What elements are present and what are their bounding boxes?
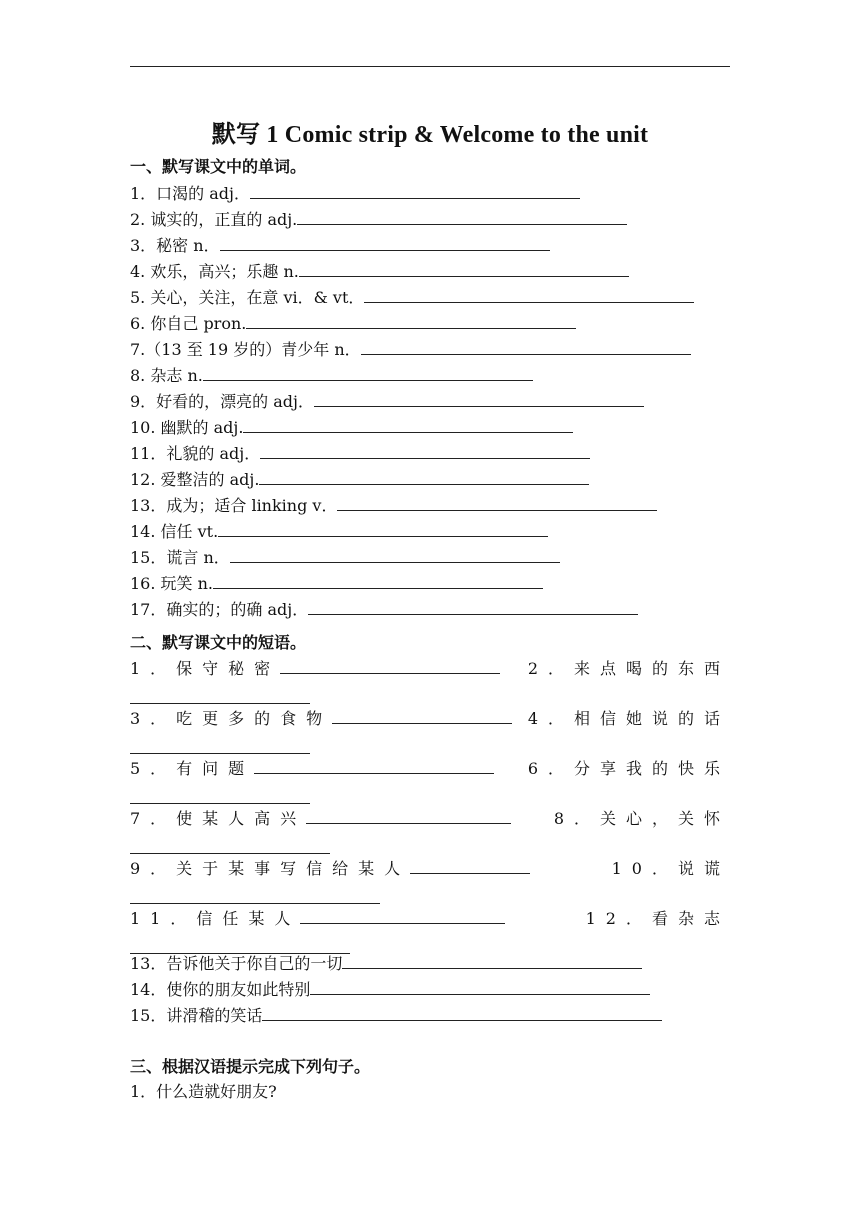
answer-blank[interactable]	[410, 859, 530, 874]
word-item-prompt: 17．确实的；的确 adj．	[130, 600, 309, 619]
answer-blank[interactable]	[260, 444, 590, 459]
phrase-prompt: 6．分享我的快乐	[527, 759, 730, 778]
phrase-prompt: 11．信任某人	[130, 909, 301, 928]
header-rule	[130, 66, 730, 67]
phrase-prompt: 13．告诉他关于你自己的一切	[130, 954, 343, 973]
section-1-heading: 一、默写课文中的单词。	[130, 157, 307, 176]
answer-blank[interactable]	[246, 314, 576, 329]
word-item	[130, 496, 657, 516]
word-item-prompt: 6. 你自己 pron.	[130, 314, 247, 333]
word-item-prompt: 12. 爱整洁的 adj.	[130, 470, 260, 489]
phrase-prompt: 1．保守秘密	[130, 659, 281, 678]
phrase-left-group	[130, 656, 500, 679]
phrase-pair	[130, 906, 730, 958]
word-item	[130, 392, 644, 412]
answer-blank[interactable]	[130, 839, 330, 854]
answer-blank[interactable]	[306, 809, 511, 824]
word-item	[130, 210, 627, 230]
word-item	[130, 444, 590, 464]
answer-blank[interactable]	[280, 659, 500, 674]
word-item	[130, 262, 629, 282]
word-item	[130, 184, 580, 204]
phrase-item	[130, 1006, 662, 1026]
phrase-prompt: 8．关心，关怀	[553, 809, 730, 828]
answer-blank[interactable]	[361, 340, 691, 355]
word-item	[130, 418, 573, 438]
phrase-prompt: 14．使你的朋友如此特别	[130, 980, 311, 999]
section-3-heading: 三、根据汉语提示完成下列句子。	[130, 1057, 371, 1076]
phrase-pair	[130, 806, 730, 858]
word-item-prompt: 15．谎言 n．	[130, 548, 230, 567]
phrase-left-group	[130, 756, 494, 779]
word-item-prompt: 16. 玩笑 n.	[130, 574, 214, 593]
word-item-prompt: 8. 杂志 n.	[130, 366, 203, 385]
answer-blank[interactable]	[130, 739, 310, 754]
word-item	[130, 470, 589, 490]
answer-blank[interactable]	[300, 909, 505, 924]
answer-blank[interactable]	[332, 709, 512, 724]
sentence-prompt: 1．什么造就好朋友?	[130, 1082, 277, 1101]
answer-blank[interactable]	[262, 1006, 662, 1021]
phrase-prompt: 12．看杂志	[585, 909, 730, 928]
phrase-row	[130, 656, 730, 679]
phrase-prompt: 9．关于某事写信给某人	[130, 859, 411, 878]
word-item	[130, 236, 550, 256]
answer-blank[interactable]	[130, 889, 380, 904]
answer-blank[interactable]	[213, 574, 543, 589]
answer-blank[interactable]	[203, 366, 533, 381]
answer-blank[interactable]	[308, 600, 638, 615]
word-item-prompt: 4. 欢乐，高兴；乐趣 n.	[130, 262, 299, 281]
word-item	[130, 548, 560, 568]
word-item	[130, 574, 543, 594]
word-item-prompt: 2. 诚实的，正直的 adj.	[130, 210, 298, 229]
word-item	[130, 522, 548, 542]
phrase-row	[130, 856, 730, 879]
phrase-item	[130, 980, 650, 1000]
phrase-row	[130, 706, 730, 729]
answer-blank[interactable]	[364, 288, 694, 303]
word-item-prompt: 7.（13 至 19 岁的）青少年 n．	[130, 340, 361, 359]
word-item	[130, 600, 638, 620]
phrase-prompt: 5．有问题	[130, 759, 255, 778]
section-2-heading: 二、默写课文中的短语。	[130, 633, 307, 652]
phrase-prompt: 15．讲滑稽的笑话	[130, 1006, 263, 1025]
sentence-item	[130, 1082, 277, 1102]
answer-blank[interactable]	[220, 236, 550, 251]
answer-blank[interactable]	[130, 689, 310, 704]
phrase-left-group	[130, 856, 530, 879]
answer-blank[interactable]	[243, 418, 573, 433]
answer-blank[interactable]	[250, 184, 580, 199]
answer-blank[interactable]	[218, 522, 548, 537]
word-item-prompt: 13．成为；适合 linking v．	[130, 496, 338, 515]
word-item-prompt: 3．秘密 n．	[130, 236, 220, 255]
answer-blank[interactable]	[130, 789, 310, 804]
word-item	[130, 288, 694, 308]
phrase-row	[130, 756, 730, 779]
answer-blank[interactable]	[230, 548, 560, 563]
phrase-row	[130, 906, 730, 929]
word-item-prompt: 14. 信任 vt.	[130, 522, 219, 541]
word-item-prompt: 1．口渴的 adj．	[130, 184, 251, 203]
phrase-prompt: 4．相信她说的话	[527, 709, 730, 728]
phrase-prompt: 2．来点喝的东西	[527, 659, 730, 678]
phrase-prompt: 7．使某人高兴	[130, 809, 307, 828]
answer-blank[interactable]	[337, 496, 657, 511]
answer-blank[interactable]	[254, 759, 494, 774]
phrase-left-group	[130, 906, 505, 929]
page-title: 默写 1 Comic strip & Welcome to the unit	[211, 122, 649, 148]
phrase-prompt: 3．吃更多的食物	[130, 709, 333, 728]
phrase-left-group	[130, 806, 511, 829]
phrase-prompt: 10．说谎	[611, 859, 730, 878]
answer-blank[interactable]	[314, 392, 644, 407]
answer-blank[interactable]	[342, 954, 642, 969]
word-item	[130, 314, 576, 334]
answer-blank[interactable]	[310, 980, 650, 995]
phrase-pair	[130, 656, 730, 708]
answer-blank[interactable]	[299, 262, 629, 277]
phrase-pair	[130, 856, 730, 908]
word-item-prompt: 10. 幽默的 adj.	[130, 418, 244, 437]
phrase-item	[130, 954, 642, 974]
word-item-prompt: 9．好看的，漂亮的 adj．	[130, 392, 315, 411]
word-item	[130, 366, 533, 386]
phrase-pair	[130, 706, 730, 758]
word-item-prompt: 11．礼貌的 adj．	[130, 444, 261, 463]
answer-blank[interactable]	[130, 939, 350, 954]
phrase-row	[130, 806, 730, 829]
word-item-prompt: 5. 关心，关注，在意 vi．& vt．	[130, 288, 365, 307]
phrase-left-group	[130, 706, 512, 729]
answer-blank[interactable]	[297, 210, 627, 225]
word-item	[130, 340, 691, 360]
phrase-pair	[130, 756, 730, 808]
answer-blank[interactable]	[259, 470, 589, 485]
